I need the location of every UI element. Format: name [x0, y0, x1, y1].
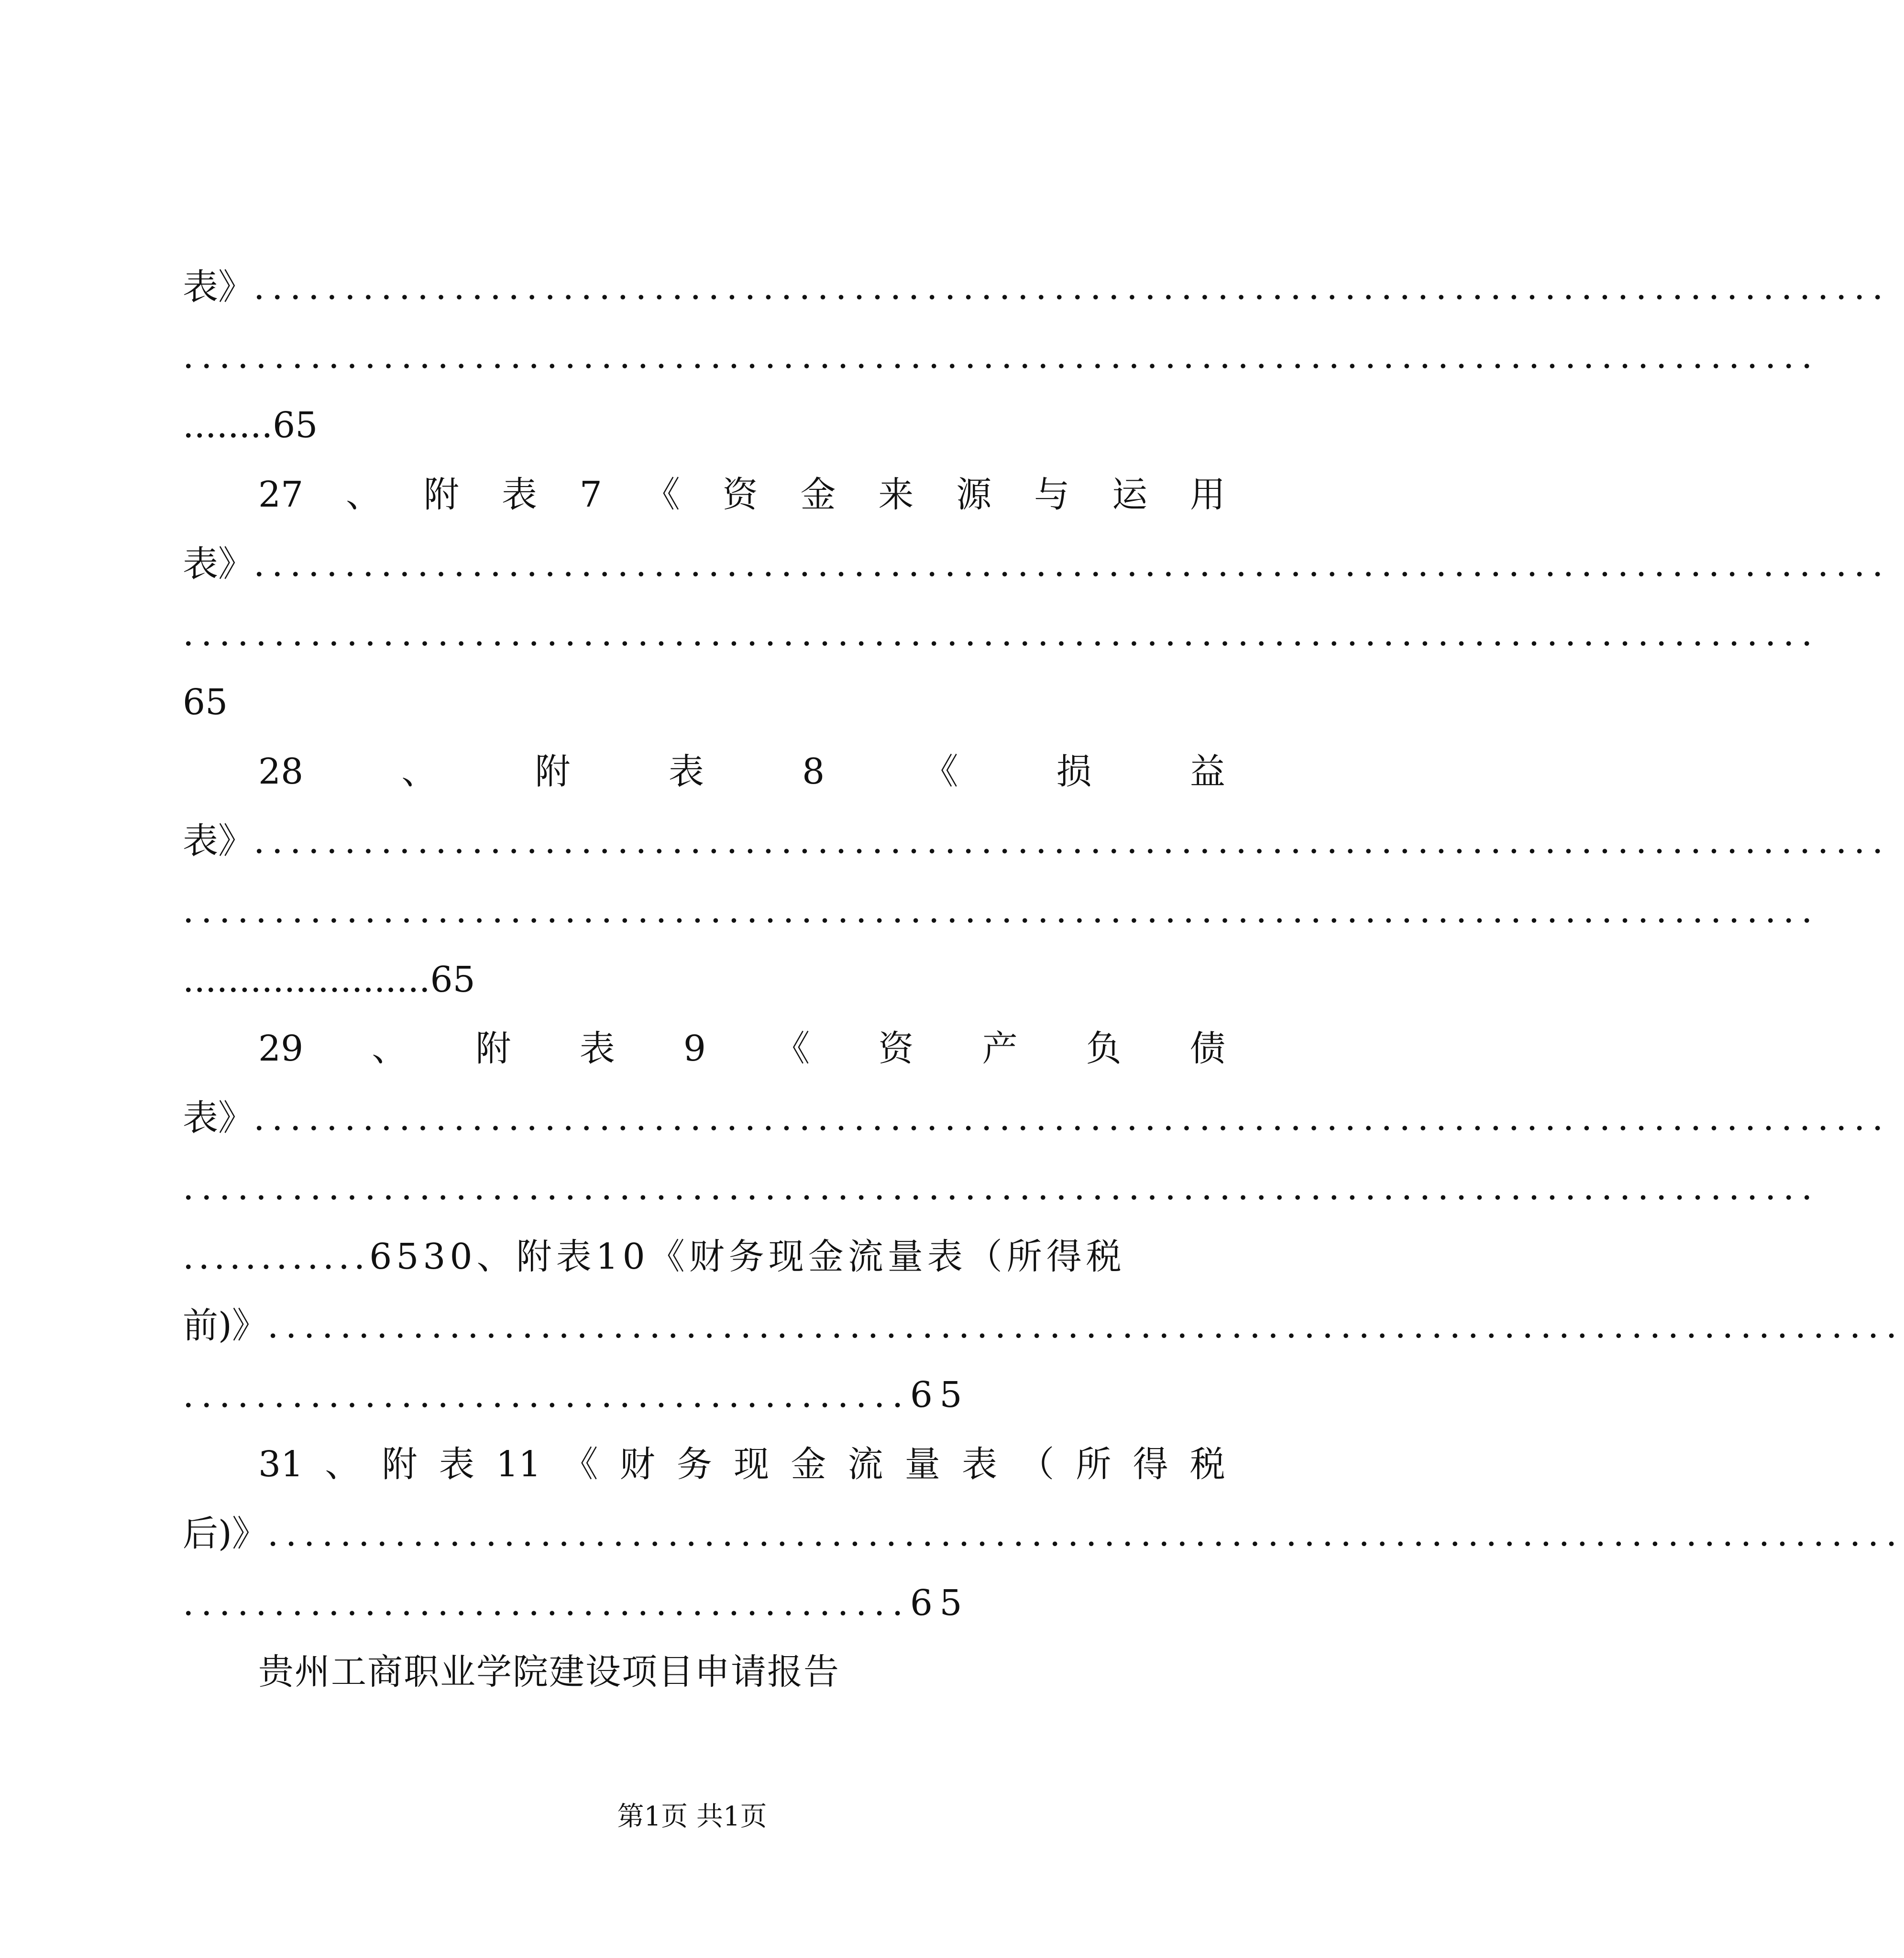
- toc-token: 附: [535, 751, 571, 792]
- toc-token: 附: [423, 474, 459, 515]
- toc-entry-27-page: 65: [183, 682, 228, 723]
- toc-token: 9: [683, 1028, 706, 1069]
- toc-entry-26-page: ........65: [183, 405, 318, 446]
- toc-entry-text: 后)》: [183, 1513, 267, 1554]
- toc-token: 债: [1189, 1028, 1225, 1069]
- toc-leader-dots: ..........................................................................................: [253, 1097, 1891, 1139]
- toc-token: 《: [774, 1028, 810, 1069]
- toc-token: 、: [401, 751, 437, 792]
- toc-leader-dots: ..........................................................................................: [253, 543, 1891, 585]
- toc-token: （: [1019, 1444, 1055, 1485]
- toc-token: 金: [791, 1444, 826, 1485]
- toc-leader-line: ..........................................................................................: [183, 890, 1820, 931]
- toc-token: 、: [325, 1444, 361, 1485]
- toc-token: 现: [734, 1444, 770, 1485]
- toc-token: 表: [501, 474, 537, 515]
- toc-token: 31: [258, 1444, 304, 1485]
- toc-entry-31-cont: [183, 1507, 1904, 1560]
- toc-token: 《: [923, 751, 958, 792]
- toc-token: 负: [1086, 1028, 1122, 1069]
- toc-token: 所: [1076, 1444, 1112, 1485]
- toc-token: 金: [800, 474, 836, 515]
- toc-token: 财: [619, 1444, 655, 1485]
- toc-entry-28-page: ......................65: [183, 959, 475, 1000]
- toc-leader-line: ..........................................................................................: [183, 613, 1820, 654]
- toc-entry-29-title: [258, 1022, 1225, 1075]
- toc-entry-text: 表》: [183, 820, 253, 862]
- toc-token: 表: [668, 751, 704, 792]
- toc-entry-text: 表》: [183, 266, 253, 308]
- toc-leader-line: ..........................................................................................: [183, 1167, 1820, 1208]
- toc-token: 量: [904, 1444, 940, 1485]
- toc-token: 来: [878, 474, 914, 515]
- toc-entry-30-cont: [183, 1299, 1904, 1352]
- toc-entry-27-cont: [183, 538, 1891, 590]
- toc-token: 运: [1112, 474, 1148, 515]
- toc-entry-27-title: [258, 468, 1225, 521]
- toc-token: 益: [1189, 751, 1225, 792]
- page-footer: 第1页 共1页: [617, 1801, 767, 1832]
- toc-token: 用: [1189, 474, 1225, 515]
- toc-entry-text: 前)》: [183, 1305, 267, 1346]
- toc-token: 29: [258, 1028, 304, 1069]
- toc-token: 产: [982, 1028, 1018, 1069]
- toc-token: 《: [644, 474, 680, 515]
- toc-token: 流: [847, 1444, 883, 1485]
- toc-token: 27: [258, 474, 304, 515]
- toc-entry-31-page: ........................................65: [183, 1582, 969, 1624]
- toc-leader-line: ..........................................................................................: [183, 335, 1820, 376]
- toc-token: 7: [579, 474, 602, 515]
- toc-token: 8: [802, 751, 825, 792]
- toc-token: 11: [496, 1444, 541, 1485]
- toc-entry-text: 表》: [183, 1097, 253, 1139]
- toc-entry-28-cont: [183, 815, 1891, 867]
- toc-token: 得: [1133, 1444, 1168, 1485]
- toc-token: 附: [475, 1028, 511, 1069]
- toc-leader-dots: ..........................................................................................: [267, 1305, 1904, 1346]
- toc-token: 28: [258, 751, 304, 792]
- toc-leader-dots: ..........................................................................................: [253, 820, 1891, 862]
- toc-entry-29-cont: [183, 1092, 1891, 1144]
- toc-entry-29-page-and-30-title: ............6530、附表10《财务现金流量表（所得税: [183, 1236, 1126, 1277]
- toc-token: 附: [382, 1444, 418, 1485]
- toc-token: 源: [956, 474, 992, 515]
- toc-token: 损: [1056, 751, 1092, 792]
- toc-leader-dots: ..........................................................................................: [267, 1513, 1904, 1554]
- toc-token: 资: [722, 474, 758, 515]
- toc-token: 资: [878, 1028, 914, 1069]
- toc-entry-30-page: ........................................65: [183, 1374, 969, 1416]
- toc-token: 《: [562, 1444, 598, 1485]
- toc-token: 、: [372, 1028, 407, 1069]
- toc-entry-28-title: [258, 745, 1225, 798]
- toc-token: 表: [439, 1444, 474, 1485]
- toc-token: 税: [1189, 1444, 1225, 1485]
- toc-token: 务: [676, 1444, 712, 1485]
- toc-token: 表: [579, 1028, 615, 1069]
- toc-token: 表: [961, 1444, 997, 1485]
- toc-leader-dots: ..........................................................................................: [253, 266, 1891, 308]
- document-title-line: 贵州工商职业学院建设项目申请报告: [258, 1651, 840, 1693]
- toc-entry-26-cont: [183, 261, 1891, 313]
- toc-entry-31-title: [258, 1438, 1225, 1491]
- toc-token: 、: [346, 474, 382, 515]
- toc-entry-text: 表》: [183, 543, 253, 585]
- toc-token: 与: [1034, 474, 1070, 515]
